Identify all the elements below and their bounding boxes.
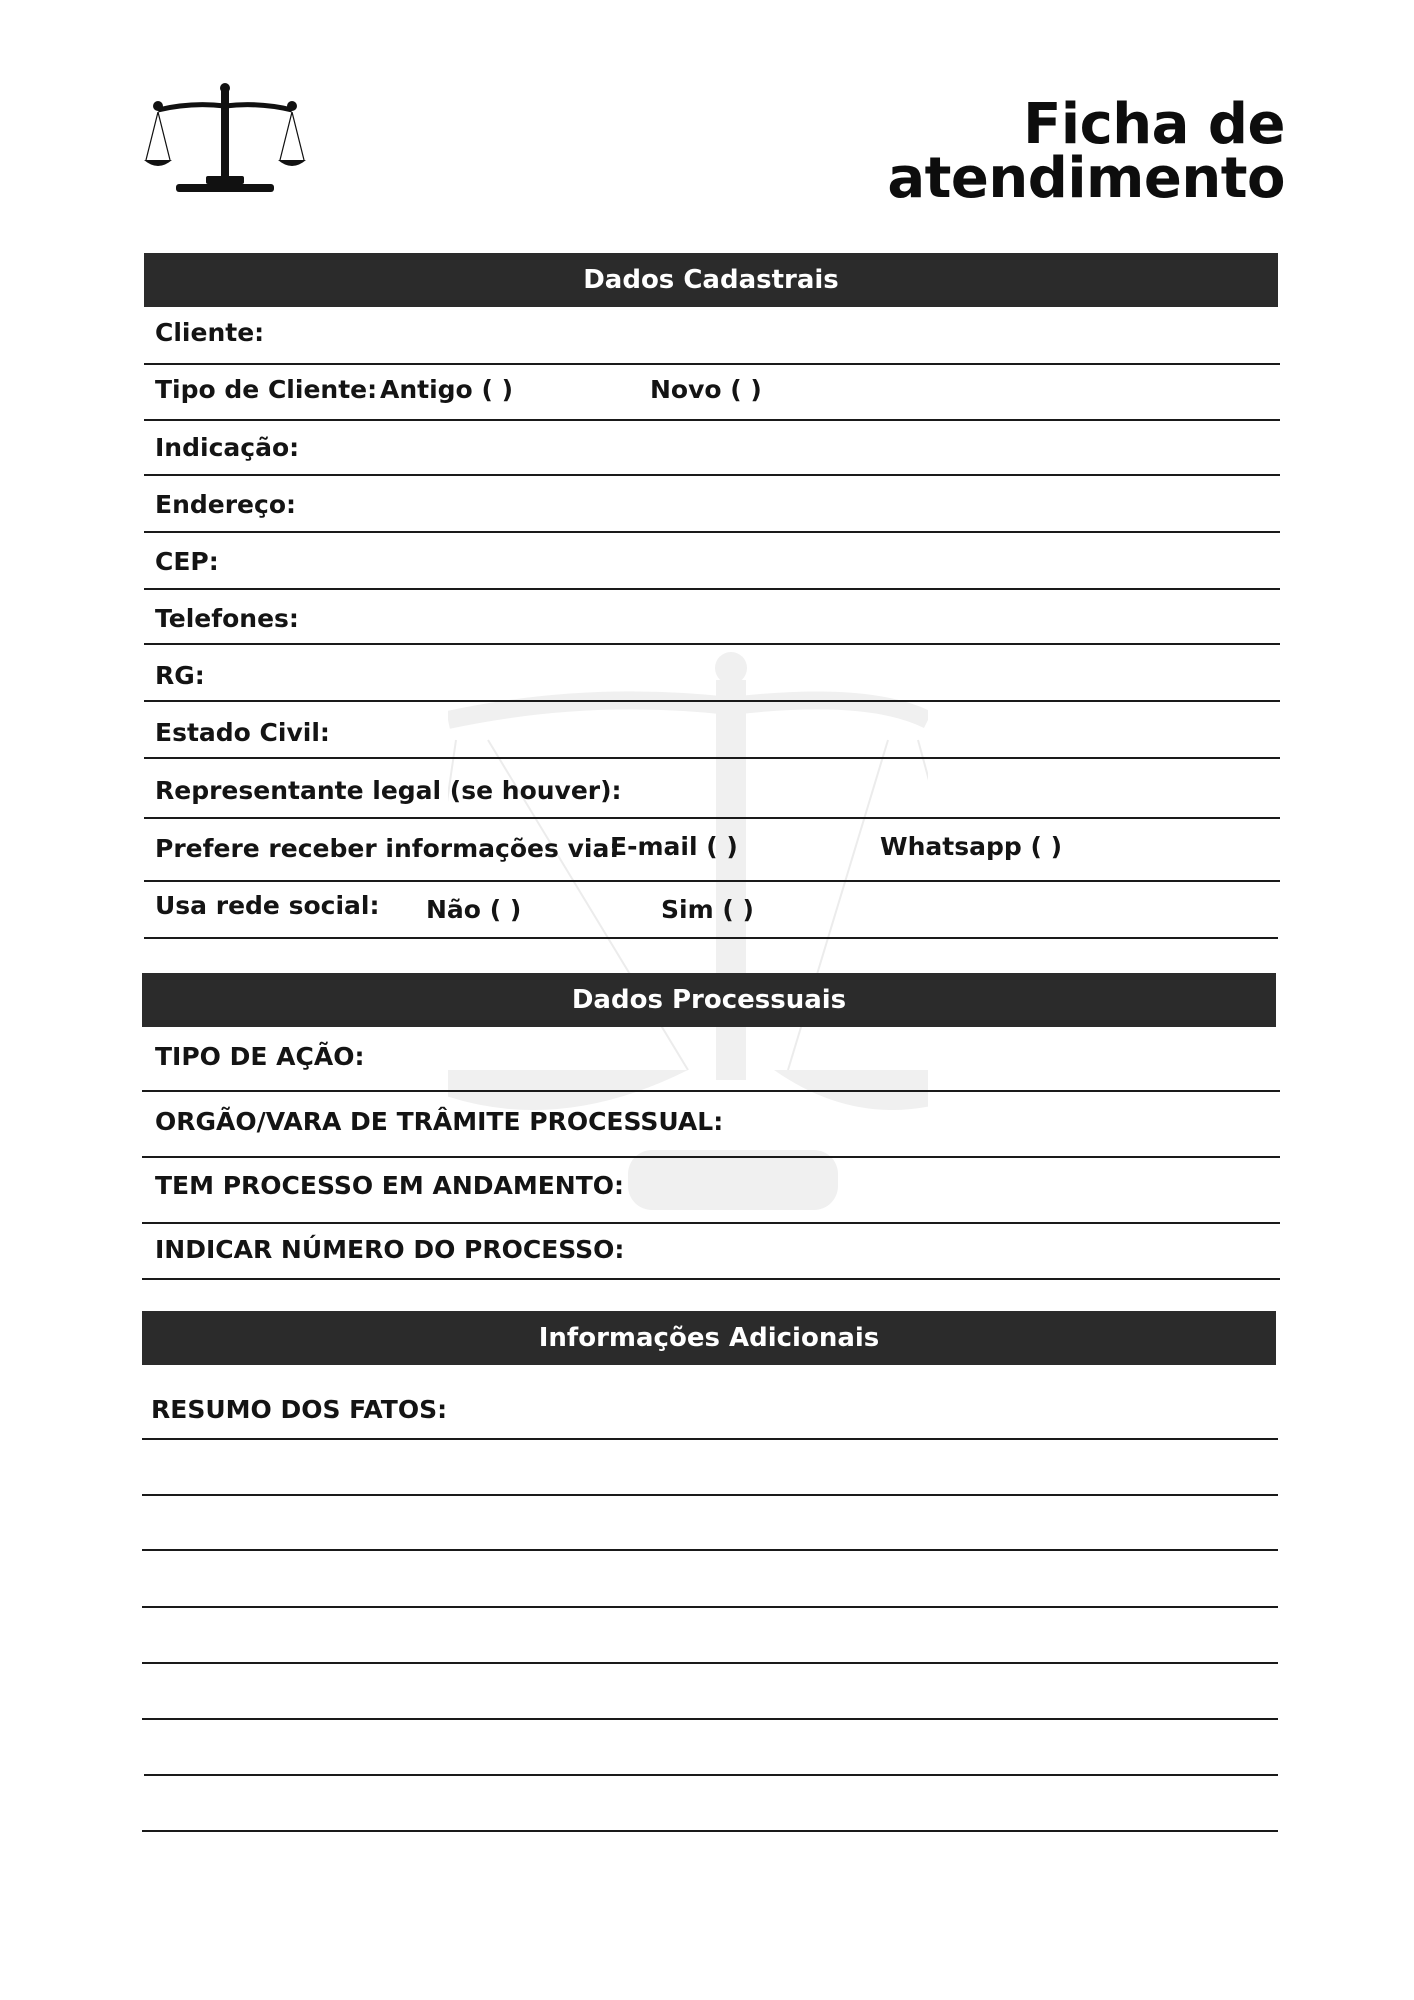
field-line-endereco[interactable]	[144, 531, 1280, 533]
field-label-representante: Representante legal (se houver):	[155, 776, 622, 805]
option-antigo[interactable]	[380, 375, 513, 405]
field-label-cliente: Cliente:	[155, 318, 265, 347]
option-email-label: E-mail	[610, 832, 698, 861]
field-line-tem-processo[interactable]	[142, 1222, 1280, 1224]
resumo-line[interactable]	[142, 1718, 1278, 1720]
field-line-indicacao[interactable]	[144, 474, 1280, 476]
option-antigo-checkbox[interactable]: ( )	[481, 375, 514, 404]
scales-of-justice-icon	[144, 80, 306, 204]
resumo-line[interactable]	[142, 1549, 1278, 1551]
field-label-tipo-acao: TIPO DE AÇÃO:	[155, 1042, 365, 1071]
option-whatsapp-label: Whatsapp	[880, 832, 1022, 861]
field-line-numero-processo[interactable]	[142, 1278, 1280, 1280]
field-line-prefere	[144, 880, 1280, 882]
page-title	[887, 92, 1285, 211]
option-nao[interactable]	[426, 895, 521, 925]
option-sim[interactable]	[661, 895, 754, 925]
field-label-cep: CEP:	[155, 547, 219, 576]
resumo-line[interactable]	[142, 1830, 1278, 1832]
field-line-telefones[interactable]	[144, 643, 1280, 645]
field-line-orgao[interactable]	[142, 1156, 1280, 1158]
option-whatsapp-checkbox[interactable]: ( )	[1030, 832, 1063, 861]
field-line-representante[interactable]	[144, 817, 1280, 819]
scales-of-justice-watermark-icon	[448, 650, 928, 1230]
field-label-rede-social: Usa rede social:	[155, 891, 380, 920]
field-line-estado-civil[interactable]	[144, 757, 1280, 759]
page-title-line2: atendimento	[887, 146, 1285, 211]
option-email-checkbox[interactable]: ( )	[706, 832, 738, 861]
option-novo-checkbox[interactable]: ( )	[730, 375, 762, 404]
field-line-cep[interactable]	[144, 588, 1280, 590]
option-whatsapp[interactable]	[880, 832, 1062, 862]
field-label-tem-processo: TEM PROCESSO EM ANDAMENTO:	[155, 1171, 625, 1200]
option-antigo-label: Antigo	[380, 375, 473, 404]
field-line-cliente[interactable]	[144, 363, 1280, 365]
field-label-prefere: Prefere receber informações via:	[155, 834, 620, 863]
field-label-rg: RG:	[155, 661, 205, 690]
field-label-orgao: ORGÃO/VARA DE TRÂMITE PROCESSUAL:	[155, 1107, 724, 1136]
field-label-telefones: Telefones:	[155, 604, 299, 633]
section-header-dados-cadastrais: Dados Cadastrais	[144, 253, 1278, 307]
option-email[interactable]	[610, 832, 738, 862]
field-label-resumo-fatos: RESUMO DOS FATOS:	[151, 1395, 448, 1424]
resumo-line[interactable]	[142, 1606, 1278, 1608]
field-label-indicacao: Indicação:	[155, 433, 300, 462]
field-line-rede-social	[144, 937, 1278, 939]
resumo-line[interactable]	[142, 1662, 1278, 1664]
option-nao-checkbox[interactable]: ( )	[489, 895, 522, 924]
option-sim-label: Sim	[661, 895, 714, 924]
field-line-tipo-cliente	[144, 419, 1280, 421]
field-label-estado-civil: Estado Civil:	[155, 718, 330, 747]
field-label-numero-processo: INDICAR NÚMERO DO PROCESSO:	[155, 1235, 625, 1264]
option-sim-checkbox[interactable]: ( )	[722, 895, 754, 924]
resumo-line[interactable]	[144, 1774, 1278, 1776]
field-line-rg[interactable]	[144, 700, 1280, 702]
field-label-tipo-cliente: Tipo de Cliente:	[155, 375, 378, 404]
resumo-line[interactable]	[142, 1438, 1278, 1440]
field-line-tipo-acao[interactable]	[142, 1090, 1280, 1092]
page-title-line1: Ficha de	[1023, 92, 1285, 157]
option-novo-label: Novo	[650, 375, 722, 404]
option-nao-label: Não	[426, 895, 481, 924]
section-header-informacoes-adicionais: Informações Adicionais	[142, 1311, 1276, 1365]
resumo-line[interactable]	[142, 1494, 1278, 1496]
option-novo[interactable]	[650, 375, 762, 405]
section-header-dados-processuais: Dados Processuais	[142, 973, 1276, 1027]
field-label-endereco: Endereço:	[155, 490, 297, 519]
